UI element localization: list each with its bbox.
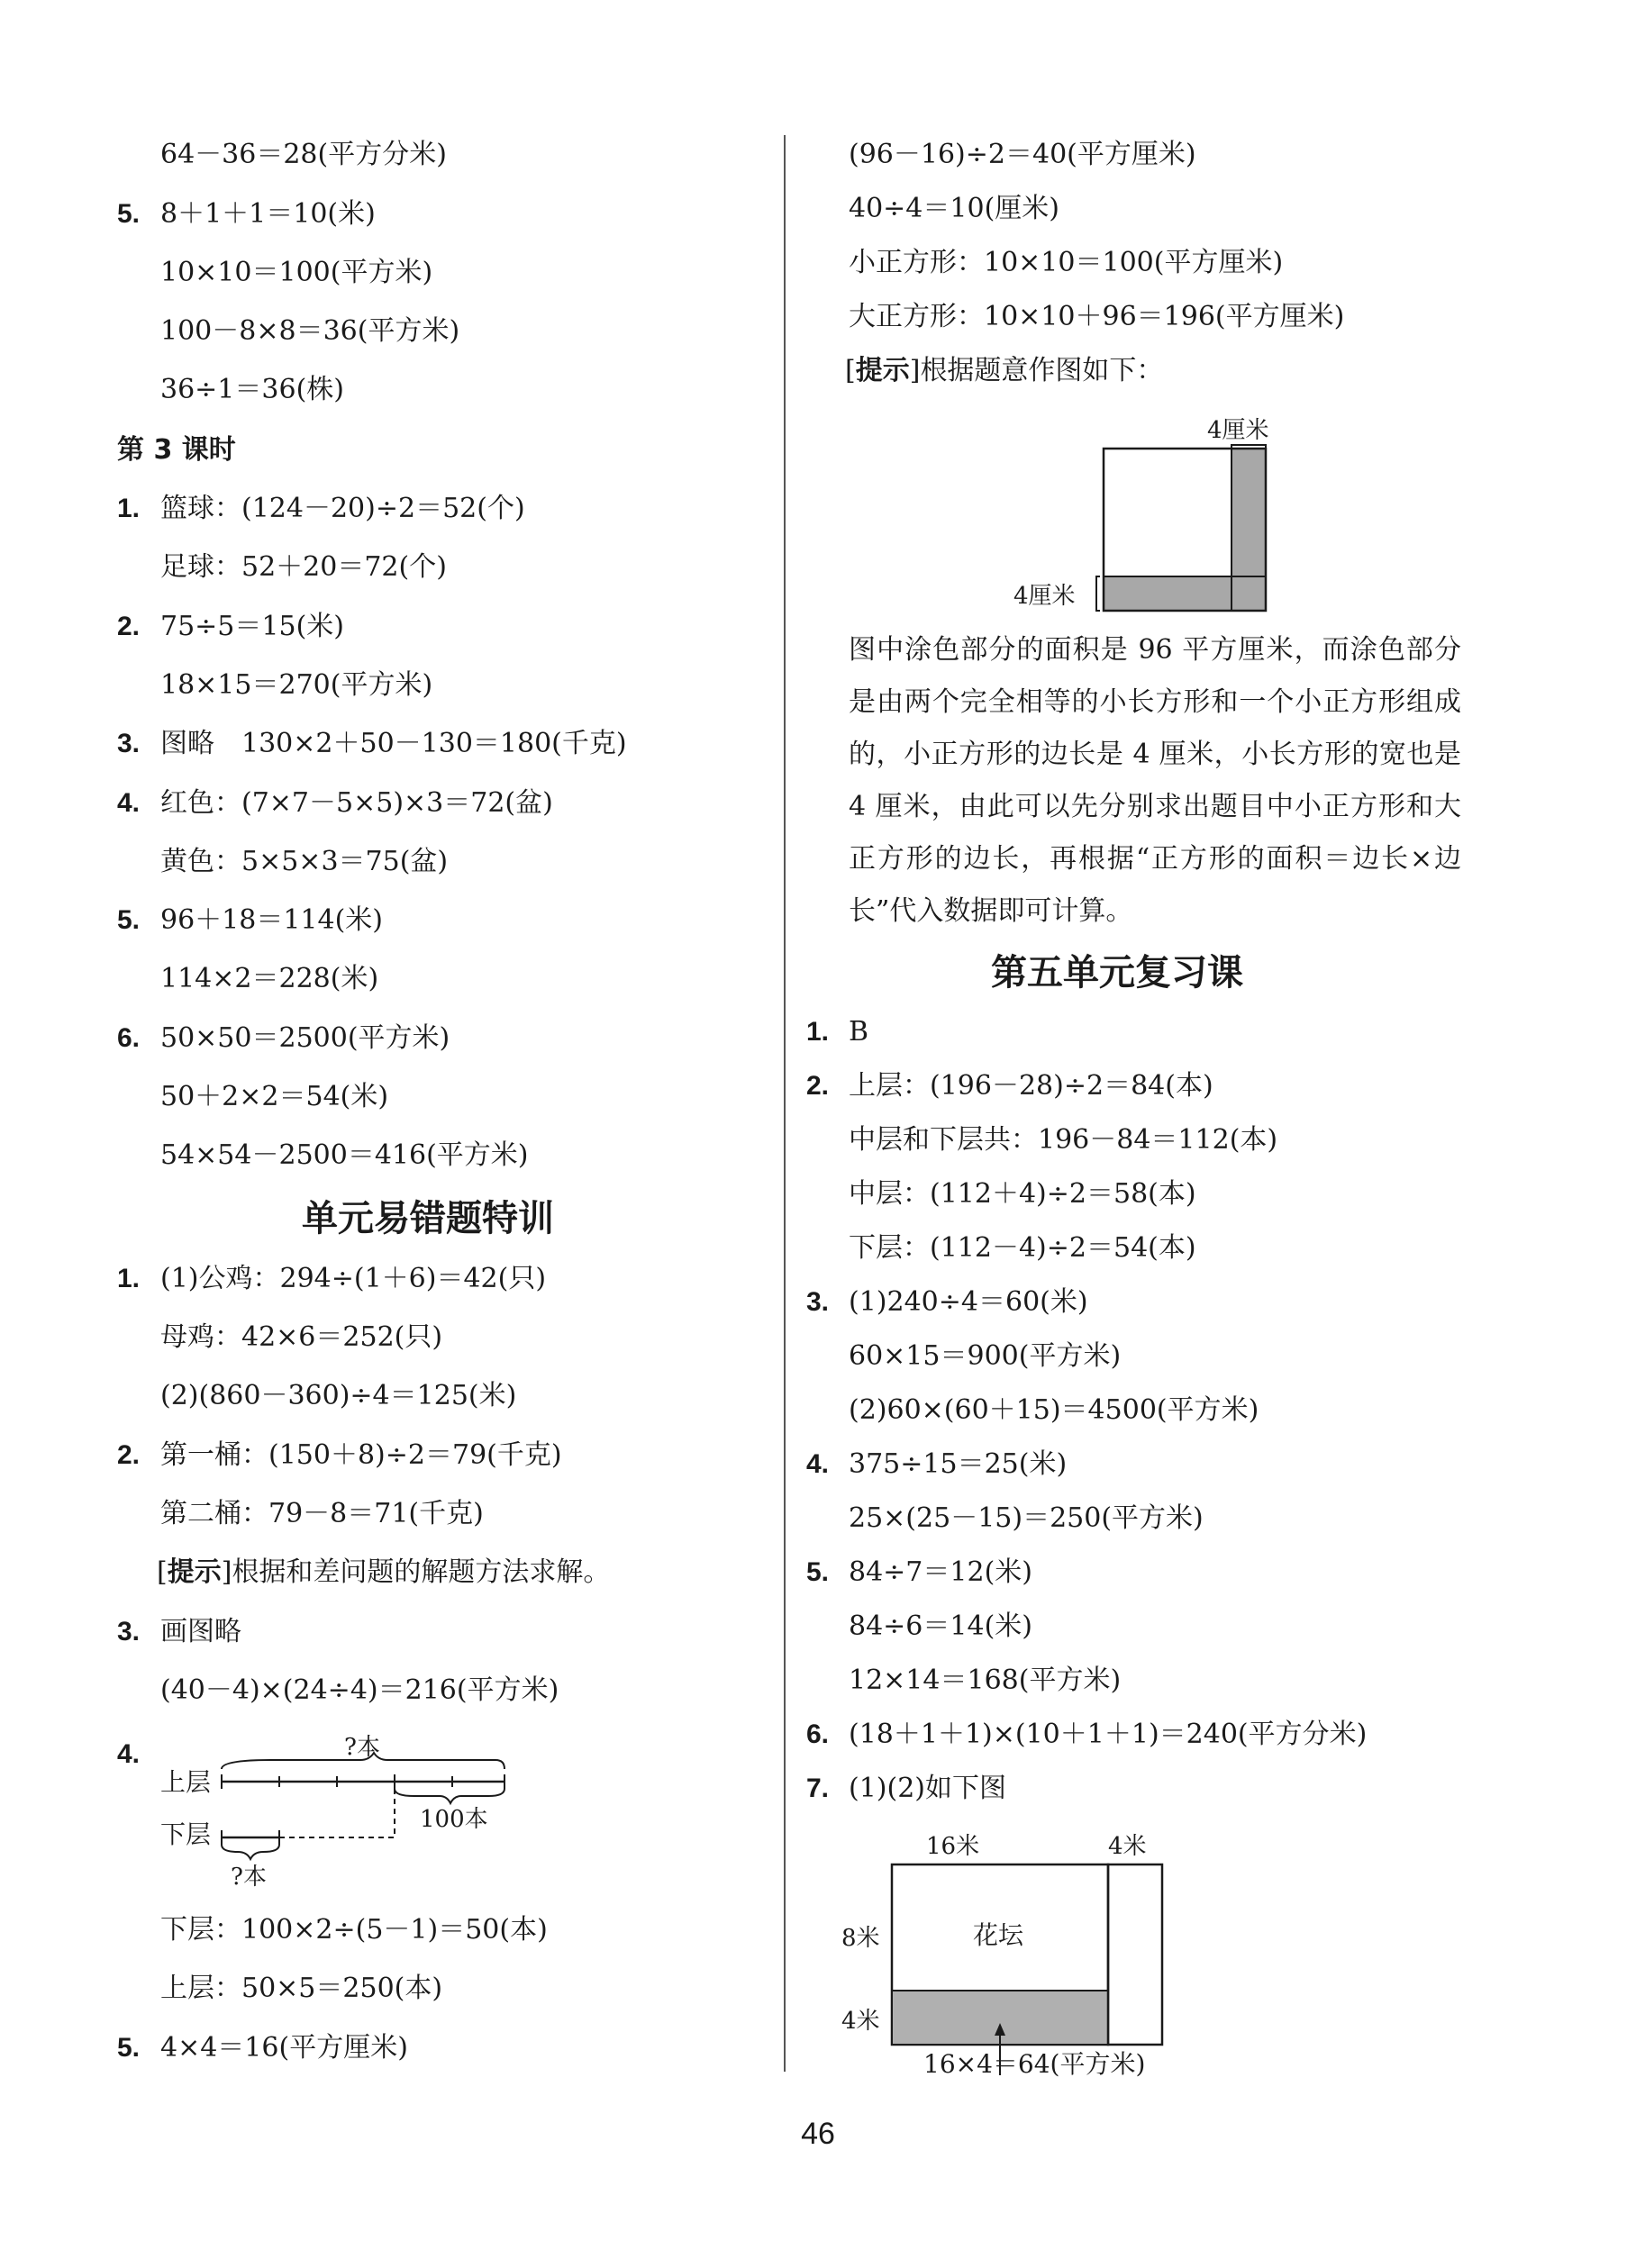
item-5-line-2: 114×2＝228(米): [160, 963, 379, 994]
review-3-line-2: 60×15＝900(平方米): [849, 1340, 1122, 1372]
q5-line-4: 36÷1＝36(株): [160, 374, 344, 405]
item-1-number: 1.: [117, 494, 141, 523]
left-line-1: 64－36＝28(平方分米): [160, 139, 447, 170]
hint-text: 根据和差问题的解题方法求解。: [232, 1556, 611, 1588]
review-3-number: 3.: [806, 1287, 830, 1317]
right-hint-text: 根据题意作图如下：: [920, 355, 1164, 386]
right-line-2: 40÷4＝10(厘米): [849, 193, 1059, 224]
diagram-label-lower: 下层: [160, 1819, 212, 1849]
item-6-number: 6.: [117, 1023, 141, 1053]
mistake-4-line-2: 上层：50×5＝250(本): [160, 1973, 443, 2004]
review-2-line-1: 上层：(196－28)÷2＝84(本): [849, 1070, 1213, 1102]
mistake-2-line-1: 第一桶：(150＋8)÷2＝79(千克): [160, 1439, 562, 1471]
review-1-line-1: B: [849, 1016, 869, 1048]
flowerbed-label: 花坛: [973, 1920, 1024, 1950]
fig2-width-1: 16米: [926, 1833, 980, 1860]
mistake-2-line-2: 第二桶：79－8＝71(千克): [160, 1498, 484, 1529]
mistake-1-line-3: (2)(860－360)÷4＝125(米): [160, 1380, 517, 1411]
item-2-line-2: 18×15＝270(平方米): [160, 669, 433, 701]
fig2-height-1: 8米: [841, 1925, 880, 1952]
review-4-line-1: 375÷15＝25(米): [849, 1448, 1068, 1480]
right-road: [1108, 1864, 1162, 2045]
segment-diagram: [153, 1729, 532, 1892]
review-2-line-4: 下层：(112－4)÷2＝54(本): [849, 1232, 1196, 1264]
brace-bottom: [222, 1845, 279, 1859]
lesson-3-heading: 第 3 课时: [117, 434, 236, 466]
diagram-difference: 100本: [420, 1806, 488, 1833]
page-number: 46: [801, 2117, 835, 2151]
item-4-line-2: 黄色：5×5×3＝75(盆): [160, 846, 449, 877]
item-4-line-1: 红色：(7×7－5×5)×3＝72(盆): [160, 787, 553, 819]
review-7-line-1: (1)(2)如下图: [849, 1773, 1006, 1804]
explanation-paragraph: 图中涂色部分的面积是 96 平方厘米，而涂色部分是由两个完全相等的小长方形和一个小正方形组成的，小正方形的边长是 4 厘米，小长方形的宽也是 4 厘米，由此可以先分别求出题目中小正方形和大正方形的边长，再根据“正方形的面积＝边长×边长”代入数据即可计算。: [849, 634, 1461, 927]
square-figure: [1009, 405, 1297, 621]
review-2-line-3: 中层：(112＋4)÷2＝58(本): [849, 1178, 1196, 1210]
q5-line-2: 10×10＝100(平方米): [160, 257, 433, 288]
mistake-2-number: 2.: [117, 1440, 141, 1470]
review-5-line-3: 12×14＝168(平方米): [849, 1665, 1122, 1696]
fig1-left-label: 4厘米: [1013, 583, 1076, 610]
review-6-number: 6.: [806, 1719, 830, 1749]
item-6-line-1: 50×50＝2500(平方米): [160, 1022, 450, 1054]
item-5-line-1: 96＋18＝114(米): [160, 904, 384, 936]
mistake-1-line-2: 母鸡：42×6＝252(只): [160, 1321, 443, 1353]
right-line-3: 小正方形：10×10＝100(平方厘米): [849, 247, 1284, 278]
fig2-height-2: 4米: [841, 2008, 880, 2035]
review-2-number: 2.: [806, 1071, 830, 1101]
item-6-line-2: 50＋2×2＝54(米): [160, 1081, 389, 1112]
fig2-caption: 16×4＝64(平方米): [923, 2049, 1146, 2079]
section-heading-review: 第五单元复习课: [991, 952, 1243, 993]
diagram-question-top: ?本: [344, 1734, 380, 1761]
section-heading-mistakes: 单元易错题特训: [302, 1198, 554, 1239]
q5-line-1: 8＋1＋1＝10(米): [160, 198, 376, 230]
item-2-number: 2.: [117, 612, 141, 641]
review-5-number: 5.: [806, 1557, 830, 1587]
item-6-line-3: 54×54－2500＝416(平方米): [160, 1139, 529, 1171]
review-7-number: 7.: [806, 1774, 830, 1803]
mistake-2-hint: [提示]根据和差问题的解题方法求解。: [157, 1556, 611, 1588]
item-4-number: 4.: [117, 788, 141, 818]
review-3-line-3: (2)60×(60＋15)＝4500(平方米): [849, 1394, 1259, 1426]
diagram-question-bottom: ?本: [231, 1864, 267, 1891]
mistake-5-line-1: 4×4＝16(平方厘米): [160, 2032, 408, 2064]
fig2-width-2: 4米: [1108, 1833, 1147, 1860]
review-6-line-1: (18＋1＋1)×(10＋1＋1)＝240(平方分米): [849, 1719, 1368, 1750]
item-3-number: 3.: [117, 729, 141, 758]
mistake-1-line-1: (1)公鸡：294÷(1＋6)＝42(只): [160, 1263, 547, 1294]
review-1-number: 1.: [806, 1017, 830, 1047]
right-line-4: 大正方形：10×10＋96＝196(平方厘米): [849, 301, 1345, 332]
item-2-line-1: 75÷5＝15(米): [160, 611, 344, 642]
q5-line-3: 100－8×8＝36(平方米): [160, 315, 460, 347]
right-hint-tag: 提示: [855, 355, 910, 386]
brace-difference: [395, 1789, 504, 1803]
item-1-line-2: 足球：52＋20＝72(个): [160, 551, 447, 583]
mistake-3-number: 3.: [117, 1617, 141, 1647]
mistake-1-number: 1.: [117, 1264, 141, 1293]
q5-number: 5.: [117, 199, 141, 229]
mistake-3-line-2: (40－4)×(24÷4)＝216(平方米): [160, 1674, 559, 1706]
diagram-label-upper: 上层: [160, 1767, 212, 1797]
review-4-line-2: 25×(25－15)＝250(平方米): [849, 1502, 1204, 1534]
right-hint: [提示]根据题意作图如下：: [845, 355, 1164, 386]
item-3-line-1: 图略 130×2＋50－130＝180(千克): [160, 728, 627, 759]
mistake-4-number: 4.: [117, 1739, 141, 1769]
mistake-5-number: 5.: [117, 2033, 141, 2063]
review-3-line-1: (1)240÷4＝60(米): [849, 1286, 1088, 1318]
hint-tag: 提示: [167, 1556, 222, 1588]
right-line-1: (96－16)÷2＝40(平方厘米): [849, 139, 1196, 170]
review-4-number: 4.: [806, 1449, 830, 1479]
review-2-line-2: 中层和下层共：196－84＝112(本): [849, 1124, 1278, 1156]
item-5-number: 5.: [117, 905, 141, 935]
column-divider: [784, 135, 786, 2072]
mistake-3-line-1: 画图略: [160, 1616, 241, 1647]
mistake-4-line-1: 下层：100×2÷(5－1)＝50(本): [160, 1914, 548, 1946]
review-5-line-2: 84÷6＝14(米): [849, 1610, 1032, 1642]
item-1-line-1: 篮球：(124－20)÷2＝52(个): [160, 493, 525, 524]
fig1-top-label: 4厘米: [1207, 417, 1269, 444]
review-5-line-1: 84÷7＝12(米): [849, 1556, 1032, 1588]
shaded-bottom-strip: [1104, 576, 1266, 611]
